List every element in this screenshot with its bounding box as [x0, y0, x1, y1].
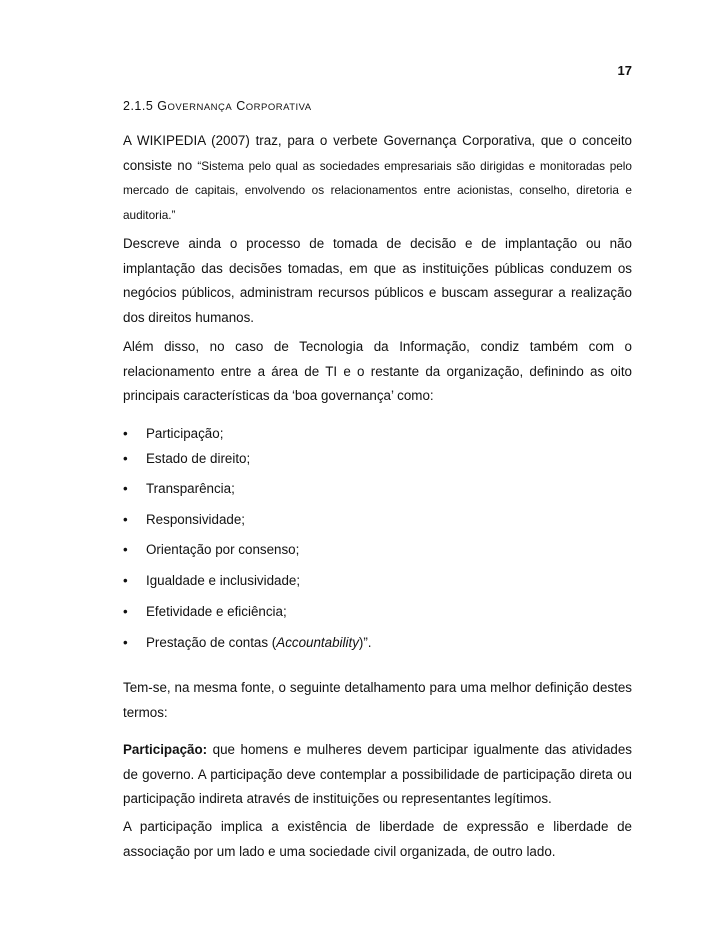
- heading-word2-rest: ORPORATIVA: [245, 102, 312, 113]
- section-number: 2.1.5: [123, 99, 154, 113]
- bullet-symbol: •: [123, 426, 128, 441]
- bullet-symbol: •: [123, 573, 128, 588]
- bullet-text: Efetividade e eficiência;: [146, 604, 287, 619]
- bullet-text: Igualdade e inclusividade;: [146, 573, 301, 588]
- heading-word1-rest: OVERNANÇA: [167, 102, 233, 113]
- bullet-text: Responsividade;: [146, 512, 246, 527]
- term-participation: Participação:: [123, 742, 208, 757]
- bullet-symbol: •: [123, 451, 128, 466]
- bullet-last-pre: Prestação de contas (: [146, 635, 277, 650]
- bullet-text: Estado de direito;: [146, 451, 251, 466]
- bullet-text: Participação;: [146, 426, 224, 441]
- section-heading: [123, 99, 312, 113]
- bullet-last-post: )”.: [358, 635, 372, 650]
- page-number: 17: [617, 63, 632, 78]
- paragraph-participation-text: que homens e mulheres devem participar igualmente das atividades de governo. A participação deve contemplar a possibilidade de participação direta ou participação indireta através de instituições ou representantes legítimos.: [123, 742, 632, 806]
- bullet-text: Transparência;: [146, 481, 235, 496]
- paragraph-participation-implies: A participação implica a existência de liberdade de expressão e liberdade de associação por um lado e uma sociedade civil organizada, de outro lado.: [123, 819, 632, 859]
- paragraph-wikipedia-quote: “Sistema pelo qual as sociedades empresariais são dirigidas e monitoradas pelo mercado de capitais, envolvendo os relacionamentos entre acionistas, conselho, diretoria e auditoria.”: [123, 158, 632, 222]
- bullet-symbol: •: [123, 542, 128, 557]
- bullet-text: [146, 633, 372, 653]
- paragraph-detail: Tem-se, na mesma fonte, o seguinte detalhamento para uma melhor definição destes termos:: [123, 680, 632, 720]
- bullet-symbol: •: [123, 635, 128, 650]
- bullet-text: Orientação por consenso;: [146, 542, 300, 557]
- bullet-last-italic: Accountability: [276, 635, 359, 650]
- paragraph-participation: [123, 738, 632, 812]
- paragraph-it: Além disso, no caso de Tecnologia da Informação, condiz também com o relacionamento entre a área de TI e o restante da organização, definindo as oito principais características da ‘boa governança’ como:: [123, 339, 632, 403]
- heading-word2-initial: C: [236, 99, 246, 113]
- paragraph-process: Descreve ainda o processo de tomada de decisão e de implantação ou não implantação das decisões tomadas, em que as instituições públicas conduzem os negócios públicos, administram recursos públicos e buscam assegurar a realização dos direitos humanos.: [123, 236, 632, 325]
- paragraph-wikipedia: [123, 129, 632, 227]
- bullet-symbol: •: [123, 604, 128, 619]
- paragraph-wikipedia-intro: A WIKIPEDIA (2007) traz, para o verbete Governança Corporativa, que o conceito consiste no: [123, 133, 632, 173]
- bullet-symbol: •: [123, 481, 128, 496]
- heading-word1-initial: G: [157, 99, 168, 113]
- bullet-symbol: •: [123, 512, 128, 527]
